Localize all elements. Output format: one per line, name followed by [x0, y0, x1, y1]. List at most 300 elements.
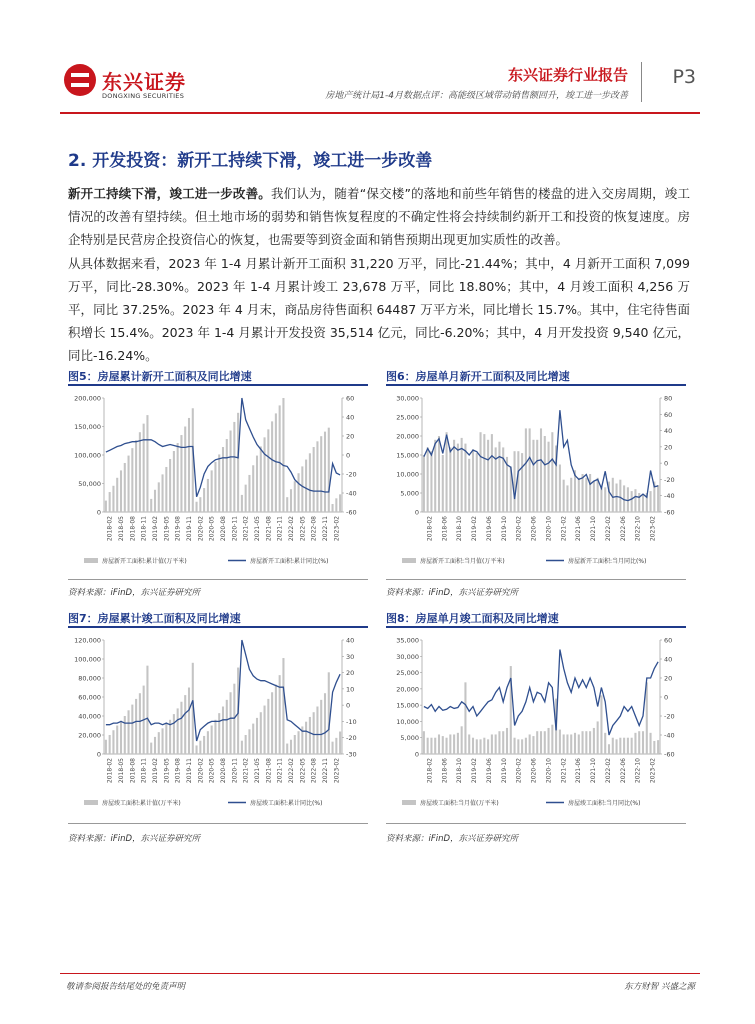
chart-bar: [525, 738, 527, 754]
chart-bar: [589, 731, 591, 754]
x-tick-label: 2019-11: [186, 516, 193, 542]
y2-tick-label: -40: [664, 731, 675, 740]
chart-bar: [150, 743, 152, 754]
x-tick-label: 2019-11: [186, 758, 193, 784]
chart-bar: [294, 481, 296, 512]
chart-bar: [116, 726, 118, 755]
chart-bar: [472, 738, 474, 754]
chart-bar: [438, 734, 440, 754]
chart-bar: [305, 460, 307, 512]
chart-bar: [252, 724, 254, 754]
chart-bar: [339, 494, 341, 512]
legend-line-label: 房屋新开工面积:当月同比(%): [568, 558, 647, 565]
chart-bar: [616, 739, 618, 754]
chart-bar: [634, 489, 636, 512]
fig5-source-rule: [68, 579, 368, 580]
chart-bar: [241, 741, 243, 754]
chart-bar: [502, 447, 504, 512]
chart-bar: [222, 707, 224, 755]
x-tick-label: 2020-11: [231, 758, 239, 784]
fig6-chart: [386, 390, 686, 576]
chart-bar: [218, 454, 220, 512]
y2-tick-label: 0: [664, 693, 669, 702]
x-tick-label: 2023-02: [649, 758, 657, 784]
chart-bar: [480, 432, 482, 512]
chart-bar: [139, 432, 141, 512]
report-subtitle: 房地产统计局1-4月数据点评：高能级区域带动销售额回升，竣工进一步改善: [325, 91, 628, 101]
y-tick-label: 150,000: [74, 423, 101, 431]
chart-bar: [165, 467, 167, 512]
chart-bar: [124, 463, 126, 512]
chart-bar: [279, 405, 281, 512]
chart-bar: [446, 738, 448, 754]
legend-line-label: 房屋竣工面积:当月同比(%): [568, 800, 641, 807]
chart-bar: [128, 710, 130, 754]
y-tick-label: 40,000: [78, 712, 101, 721]
chart-bar: [335, 498, 337, 512]
legend-line-label: 房屋新开工面积:累计同比(%): [250, 558, 329, 565]
chart-bar: [506, 728, 508, 754]
x-tick-label: 2022-08: [310, 758, 318, 784]
chart-bar: [203, 488, 205, 512]
chart-bar: [112, 730, 114, 754]
chart-bar: [124, 716, 126, 754]
x-tick-label: 2022-10: [634, 516, 642, 542]
chart-bar: [139, 693, 141, 754]
chart-bar: [177, 443, 179, 512]
chart-bar: [529, 734, 531, 754]
chart-bar: [657, 740, 659, 754]
chart-bar: [305, 722, 307, 754]
x-tick-label: 2019-05: [163, 758, 171, 784]
chart-bar: [324, 693, 326, 754]
legend-bar-swatch: [402, 558, 416, 563]
legend-bar-label: 房屋新开工面积:当月值(万平米): [420, 558, 505, 565]
chart-bar: [430, 738, 432, 754]
x-tick-label: 2022-11: [322, 758, 329, 784]
chart-bar: [650, 491, 652, 512]
x-tick-label: 2021-02: [560, 758, 568, 784]
y-tick-label: 120,000: [74, 636, 101, 645]
chart-bar: [427, 447, 429, 512]
chart-bar: [619, 480, 621, 512]
x-tick-label: 2022-02: [604, 758, 612, 784]
x-tick-label: 2020-10: [545, 758, 553, 784]
chart-bar: [120, 470, 122, 512]
x-tick-label: 2021-05: [254, 758, 261, 784]
chart-line: [424, 650, 658, 736]
y2-tick-label: -20: [346, 470, 357, 479]
y-tick-label: 25,000: [396, 669, 419, 678]
chart-bar: [563, 734, 565, 754]
x-tick-label: 2018-08: [129, 758, 137, 784]
x-tick-label: 2019-06: [485, 516, 493, 542]
legend-bar-swatch: [402, 800, 416, 805]
chart-bar: [245, 735, 247, 754]
x-tick-label: 2021-06: [575, 758, 583, 784]
chart-bar: [109, 735, 111, 754]
chart-bar: [230, 692, 232, 754]
chart-bar: [245, 485, 247, 512]
x-tick-label: 2021-02: [242, 516, 250, 542]
chart-bar: [260, 712, 262, 754]
x-tick-label: 2021-08: [265, 758, 273, 784]
x-tick-label: 2021-10: [590, 516, 598, 542]
x-tick-label: 2019-02: [471, 758, 479, 784]
chart-bar: [252, 465, 254, 512]
chart-bar: [328, 672, 330, 754]
x-tick-label: 2022-02: [288, 516, 295, 542]
chart-bar: [570, 478, 572, 512]
chart-bar: [449, 447, 451, 512]
chart-bar: [294, 735, 296, 754]
logo-icon: [64, 64, 96, 96]
y2-tick-label: -30: [346, 750, 357, 759]
chart-bar: [453, 440, 455, 512]
chart-bar: [286, 744, 288, 754]
chart-bar: [517, 451, 519, 512]
legend-line-label: 房屋竣工面积:累计同比(%): [250, 800, 323, 807]
x-tick-label: 2022-02: [604, 516, 612, 542]
chart-bar: [188, 418, 190, 512]
chart-bar: [282, 398, 284, 512]
fig6-source: 资料来源：iFinD，东兴证券研究所: [386, 588, 519, 598]
x-tick-label: 2019-02: [152, 516, 159, 542]
y-tick-label: 25,000: [396, 413, 419, 422]
fig7-source-rule: [68, 823, 368, 824]
y-tick-label: 30,000: [396, 394, 419, 403]
chart-bar: [642, 495, 644, 512]
y2-tick-label: 20: [346, 432, 355, 441]
chart-bar: [271, 421, 273, 512]
chart-bar: [298, 731, 300, 754]
chart-bar: [116, 478, 118, 512]
chart-bar: [536, 731, 538, 754]
x-tick-label: 2018-02: [106, 516, 114, 542]
chart-bar: [286, 497, 288, 512]
y-tick-label: 100,000: [74, 655, 101, 664]
fig8-source-rule: [386, 823, 686, 824]
chart-bar: [608, 744, 610, 754]
chart-bar: [248, 729, 250, 754]
chart-bar: [457, 733, 459, 754]
x-tick-label: 2018-10: [456, 758, 464, 784]
chart-bar: [298, 473, 300, 512]
y-tick-label: 20,000: [396, 685, 419, 694]
x-tick-label: 2019-08: [174, 758, 182, 784]
y2-tick-label: 20: [346, 669, 355, 678]
x-tick-label: 2018-06: [441, 758, 449, 784]
x-tick-label: 2018-02: [106, 758, 114, 784]
report-header: [60, 58, 700, 110]
chart-bar: [173, 714, 175, 754]
chart-bar: [430, 451, 432, 512]
x-tick-label: 2019-02: [152, 758, 159, 784]
chart-bar: [498, 442, 500, 512]
y-tick-label: 80,000: [78, 674, 101, 683]
page-number: P3: [672, 66, 696, 88]
chart-bar: [271, 692, 273, 754]
chart-bar: [532, 736, 534, 754]
chart-bar: [290, 489, 292, 512]
chart-bar: [226, 439, 228, 512]
chart-bar: [105, 740, 107, 754]
chart-bar: [109, 492, 111, 512]
y-tick-label: 0: [96, 508, 101, 517]
chart-bar: [290, 740, 292, 754]
chart-bar: [514, 738, 516, 754]
x-tick-label: 2020-10: [545, 516, 553, 542]
chart-bar: [551, 725, 553, 754]
y-tick-label: 100,000: [74, 451, 101, 460]
x-tick-label: 2023-02: [333, 516, 341, 542]
chart-bar: [264, 706, 266, 754]
chart-bar: [480, 739, 482, 754]
chart-bar: [521, 739, 523, 754]
x-tick-label: 2020-05: [208, 516, 216, 542]
x-tick-label: 2019-05: [163, 516, 171, 542]
report-type: 东兴证券行业报告: [507, 66, 628, 84]
y2-tick-label: 60: [346, 394, 355, 403]
chart-bar: [446, 432, 448, 512]
chart-bar: [544, 731, 546, 754]
x-tick-label: 2019-10: [500, 758, 508, 784]
x-tick-label: 2021-11: [276, 516, 284, 542]
chart-bar: [453, 734, 455, 754]
chart-bar: [165, 724, 167, 754]
chart-bar: [180, 702, 182, 754]
x-tick-label: 2022-08: [310, 516, 318, 542]
y2-tick-label: -40: [664, 492, 675, 501]
legend-bar-label: 房屋竣工面积:当月值(万平米): [420, 800, 499, 807]
fig6-rule: [386, 384, 686, 386]
x-tick-label: 2020-02: [515, 516, 523, 542]
fig5-source: 资料来源：iFinD，东兴证券研究所: [68, 588, 201, 598]
chart-bar: [468, 734, 470, 754]
chart-bar: [491, 734, 493, 754]
x-tick-label: 2020-02: [515, 758, 523, 784]
chart-bar: [544, 436, 546, 512]
x-tick-label: 2020-06: [530, 758, 538, 784]
x-tick-label: 2019-08: [174, 516, 182, 542]
chart-bar: [442, 736, 444, 754]
y2-tick-label: 80: [664, 394, 673, 403]
chart-bar: [222, 447, 224, 512]
chart-bar: [434, 738, 436, 754]
chart-bar: [150, 499, 152, 512]
x-tick-label: 2022-05: [299, 516, 307, 542]
legend-bar-swatch: [84, 558, 98, 563]
chart-bar: [442, 455, 444, 512]
x-tick-label: 2022-05: [299, 758, 307, 784]
chart-bar: [457, 444, 459, 512]
footer-disclaimer: 敬请参阅报告结尾处的免责声明: [66, 982, 186, 992]
chart-bar: [529, 428, 531, 512]
chart-bar: [324, 432, 326, 512]
chart-bar: [438, 436, 440, 512]
footer-rule: [60, 973, 700, 974]
chart-bar: [146, 666, 148, 754]
chart-bar: [332, 742, 334, 754]
y2-tick-label: -10: [346, 717, 357, 726]
chart-bar: [593, 728, 595, 754]
paragraph-body: 我们认为，随着“保交楼”的落地和前些年销售的楼盘的进入交房周期，竣工情况的改善有望持续。但土地市场的弱势和销售恢复程度的不确定性将会持续制约新开工和投资的恢复速度。房企特别是民营房企投资信心的恢复，也需要等到资金面和销售预期出现更加实质性的改善。: [68, 186, 690, 247]
chart-bar: [313, 712, 315, 754]
y2-tick-label: 0: [664, 459, 669, 468]
chart-bar: [657, 485, 659, 512]
paragraph-lead: 新开工持续下滑，竣工进一步改善。: [68, 186, 271, 201]
chart-bar: [483, 434, 485, 512]
chart-bar: [593, 482, 595, 512]
chart-bar: [214, 720, 216, 754]
chart-bar: [154, 737, 156, 754]
header-divider: [641, 62, 643, 102]
chart-bar: [309, 453, 311, 512]
y2-tick-label: -20: [346, 734, 357, 743]
chart-bar: [642, 731, 644, 754]
y2-tick-label: 20: [664, 443, 673, 452]
chart-bar: [309, 717, 311, 754]
chart-bar: [196, 745, 198, 754]
chart-bar: [487, 440, 489, 512]
logo-name: 东兴证券: [102, 70, 186, 94]
chart-bar: [616, 484, 618, 513]
chart-bar: [264, 437, 266, 512]
chart-bar: [256, 456, 258, 512]
x-tick-label: 2020-02: [197, 758, 205, 784]
chart-bar: [260, 446, 262, 512]
y2-tick-label: 0: [346, 701, 351, 710]
y-tick-label: 15,000: [396, 451, 419, 460]
chart-bar: [566, 485, 568, 512]
x-tick-label: 2022-02: [288, 758, 295, 784]
chart-bar: [158, 732, 160, 754]
chart-bar: [282, 658, 284, 754]
chart-bar: [646, 682, 648, 754]
chart-bar: [335, 738, 337, 754]
x-tick-label: 2020-06: [530, 516, 538, 542]
fig6-title: 图6：房屋单月新开工面积及同比增速: [386, 370, 570, 383]
y-tick-label: 30,000: [396, 652, 419, 661]
chart-bar: [612, 478, 614, 512]
chart-bar: [514, 451, 516, 512]
chart-bar: [476, 453, 478, 512]
x-tick-label: 2018-11: [140, 516, 148, 542]
chart-bar: [585, 731, 587, 754]
chart-bar: [578, 478, 580, 512]
chart-bar: [328, 428, 330, 512]
chart-bar: [472, 449, 474, 512]
x-tick-label: 2018-11: [140, 758, 148, 784]
y2-tick-label: -20: [664, 475, 675, 484]
y2-tick-label: -60: [346, 508, 357, 517]
chart-bar: [162, 728, 164, 754]
chart-bar: [120, 721, 122, 754]
y-tick-label: 200,000: [74, 394, 101, 403]
chart-bar: [521, 453, 523, 512]
y-tick-label: 5,000: [400, 734, 419, 743]
chart-bar: [131, 448, 133, 512]
y-tick-label: 20,000: [396, 432, 419, 441]
chart-bar: [275, 685, 277, 754]
chart-bar: [237, 413, 239, 512]
y2-tick-label: 40: [346, 636, 355, 645]
chart-bar: [423, 455, 425, 512]
chart-bar: [650, 733, 652, 754]
fig8-chart: [386, 632, 686, 818]
fig8-source: 资料来源：iFinD，东兴证券研究所: [386, 834, 519, 844]
chart-bar: [135, 440, 137, 512]
chart-bar: [638, 731, 640, 754]
x-tick-label: 2018-02: [426, 758, 434, 784]
chart-bar: [464, 444, 466, 512]
chart-bar: [634, 733, 636, 754]
fig8-title: 图8：房屋单月竣工面积及同比增速: [386, 612, 559, 625]
chart-bar: [536, 440, 538, 512]
x-tick-label: 2018-05: [118, 758, 125, 784]
chart-bar: [517, 739, 519, 754]
x-tick-label: 2019-02: [471, 516, 479, 542]
y-tick-label: 20,000: [78, 731, 101, 740]
chart-bar: [491, 434, 493, 512]
x-tick-label: 2021-02: [560, 516, 568, 542]
chart-bar: [301, 466, 303, 512]
chart-bar: [188, 688, 190, 755]
x-tick-label: 2022-06: [619, 516, 627, 542]
y2-tick-label: 0: [346, 451, 351, 460]
y-tick-label: 50,000: [78, 480, 101, 488]
chart-bar: [218, 713, 220, 754]
chart-bar: [196, 502, 198, 512]
x-tick-label: 2019-10: [500, 516, 508, 542]
chart-bar: [316, 441, 318, 512]
chart-bar: [135, 699, 137, 754]
chart-bar: [131, 705, 133, 754]
x-tick-label: 2021-06: [575, 516, 583, 542]
chart-bar: [604, 733, 606, 754]
chart-bar: [169, 459, 171, 512]
chart-bar: [548, 728, 550, 754]
chart-bar: [158, 482, 160, 512]
x-tick-label: 2018-06: [441, 516, 449, 542]
y2-tick-label: -60: [664, 508, 675, 517]
chart-bar: [248, 475, 250, 512]
chart-bar: [604, 487, 606, 512]
chart-bar: [233, 422, 235, 512]
y2-tick-label: -60: [664, 750, 675, 759]
chart-bar: [574, 733, 576, 754]
chart-bar: [146, 415, 148, 512]
y-tick-label: 15,000: [396, 701, 419, 710]
chart-bar: [597, 721, 599, 754]
chart-bar: [241, 495, 243, 512]
x-tick-label: 2021-05: [254, 516, 261, 542]
chart-bar: [267, 699, 269, 754]
x-tick-label: 2020-08: [220, 516, 227, 542]
x-tick-label: 2022-06: [619, 758, 627, 784]
chart-bar: [540, 428, 542, 512]
chart-bar: [551, 432, 553, 512]
x-tick-label: 2023-02: [333, 758, 341, 784]
y-tick-label: 0: [414, 508, 419, 517]
x-tick-label: 2021-08: [265, 516, 273, 542]
chart-bar: [627, 738, 629, 754]
fig7-chart: [68, 632, 368, 818]
chart-bar: [559, 730, 561, 754]
chart-bar: [449, 734, 451, 754]
chart-bar: [211, 470, 213, 512]
chart-bar: [207, 731, 209, 754]
